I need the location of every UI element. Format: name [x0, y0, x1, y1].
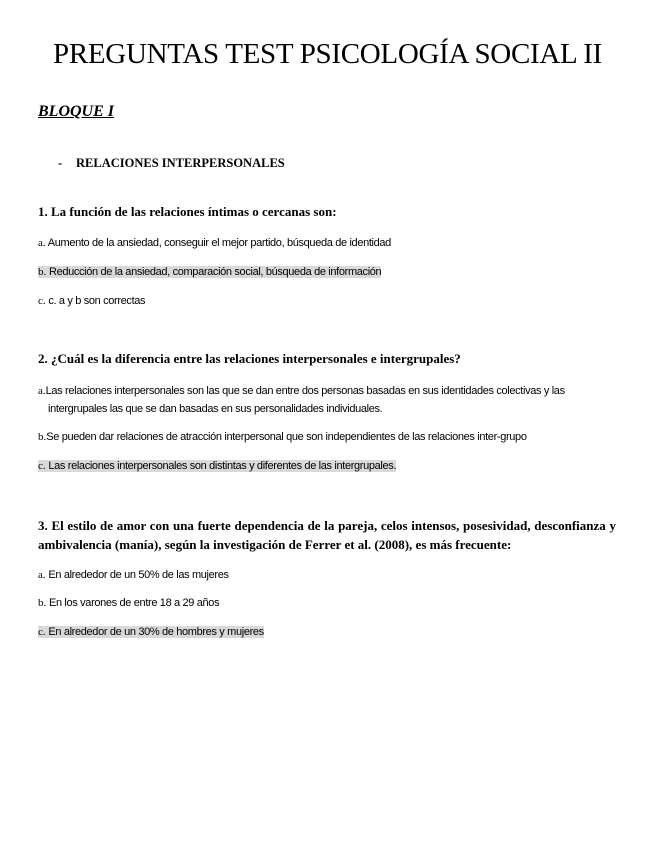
question-1-option-a	[38, 234, 618, 252]
option-marker: c.	[38, 295, 46, 307]
question-1: 1. La función de las relaciones íntimas o cercanas son:	[38, 204, 337, 219]
option-marker: a.	[38, 237, 46, 249]
section-title: RELACIONES INTERPERSONALES	[76, 156, 285, 170]
option-text: Aumento de la ansiedad, conseguir el mejor partido, búsqueda de identidad	[47, 237, 391, 249]
page-title: PREGUNTAS TEST PSICOLOGÍA SOCIAL II	[53, 38, 602, 70]
option-text: Se pueden dar relaciones de atracción interpersonal que son independientes de las relaciones inter-grupo	[46, 431, 527, 443]
question-1-option-b	[38, 263, 618, 281]
block-heading: BLOQUE I	[38, 103, 115, 120]
question-2-option-c	[38, 457, 618, 475]
option-text: Las relaciones interpersonales son distintas y diferentes de las intergrupales.	[48, 460, 397, 472]
option-text: Las relaciones interpersonales son las que se dan entre dos personas basadas en sus identidades colectivas y las intergrupales las que se dan basadas en sus personalidades individuales.	[45, 385, 565, 415]
section-heading	[58, 156, 285, 171]
option-marker: b.	[38, 431, 47, 443]
option-marker: c.	[38, 460, 46, 472]
option-text: En los varones de entre 18 a 29 años	[48, 597, 220, 609]
question-3-option-b	[38, 594, 618, 612]
option-marker: b.	[38, 597, 47, 609]
option-text: En alrededor de un 50% de las mujeres	[48, 569, 229, 581]
question-1-option-c	[38, 292, 618, 310]
section-bullet: -	[58, 156, 63, 170]
option-marker: a.	[38, 385, 46, 397]
option-text: Reducción de la ansiedad, comparación social, búsqueda de información	[48, 266, 382, 278]
question-2: 2. ¿Cuál es la diferencia entre las relaciones interpersonales e intergrupales?	[38, 351, 461, 366]
option-marker: b.	[38, 266, 47, 278]
option-marker: a.	[38, 569, 46, 581]
question-2-option-a	[38, 382, 626, 418]
question-3: 3. El estilo de amor con una fuerte dependencia de la pareja, celos intensos, posesividad, desconfianza y ambivalencia (manía), según la investigación de Ferrer et al. (2008), es más frecuente:	[38, 518, 616, 552]
question-3-option-c	[38, 623, 618, 641]
question-2-option-b	[38, 428, 618, 446]
option-text: c. a y b son correctas	[48, 295, 146, 307]
option-text: En alrededor de un 30% de hombres y mujeres	[48, 626, 264, 638]
option-marker: c.	[38, 626, 46, 638]
question-3-option-a	[38, 566, 618, 584]
